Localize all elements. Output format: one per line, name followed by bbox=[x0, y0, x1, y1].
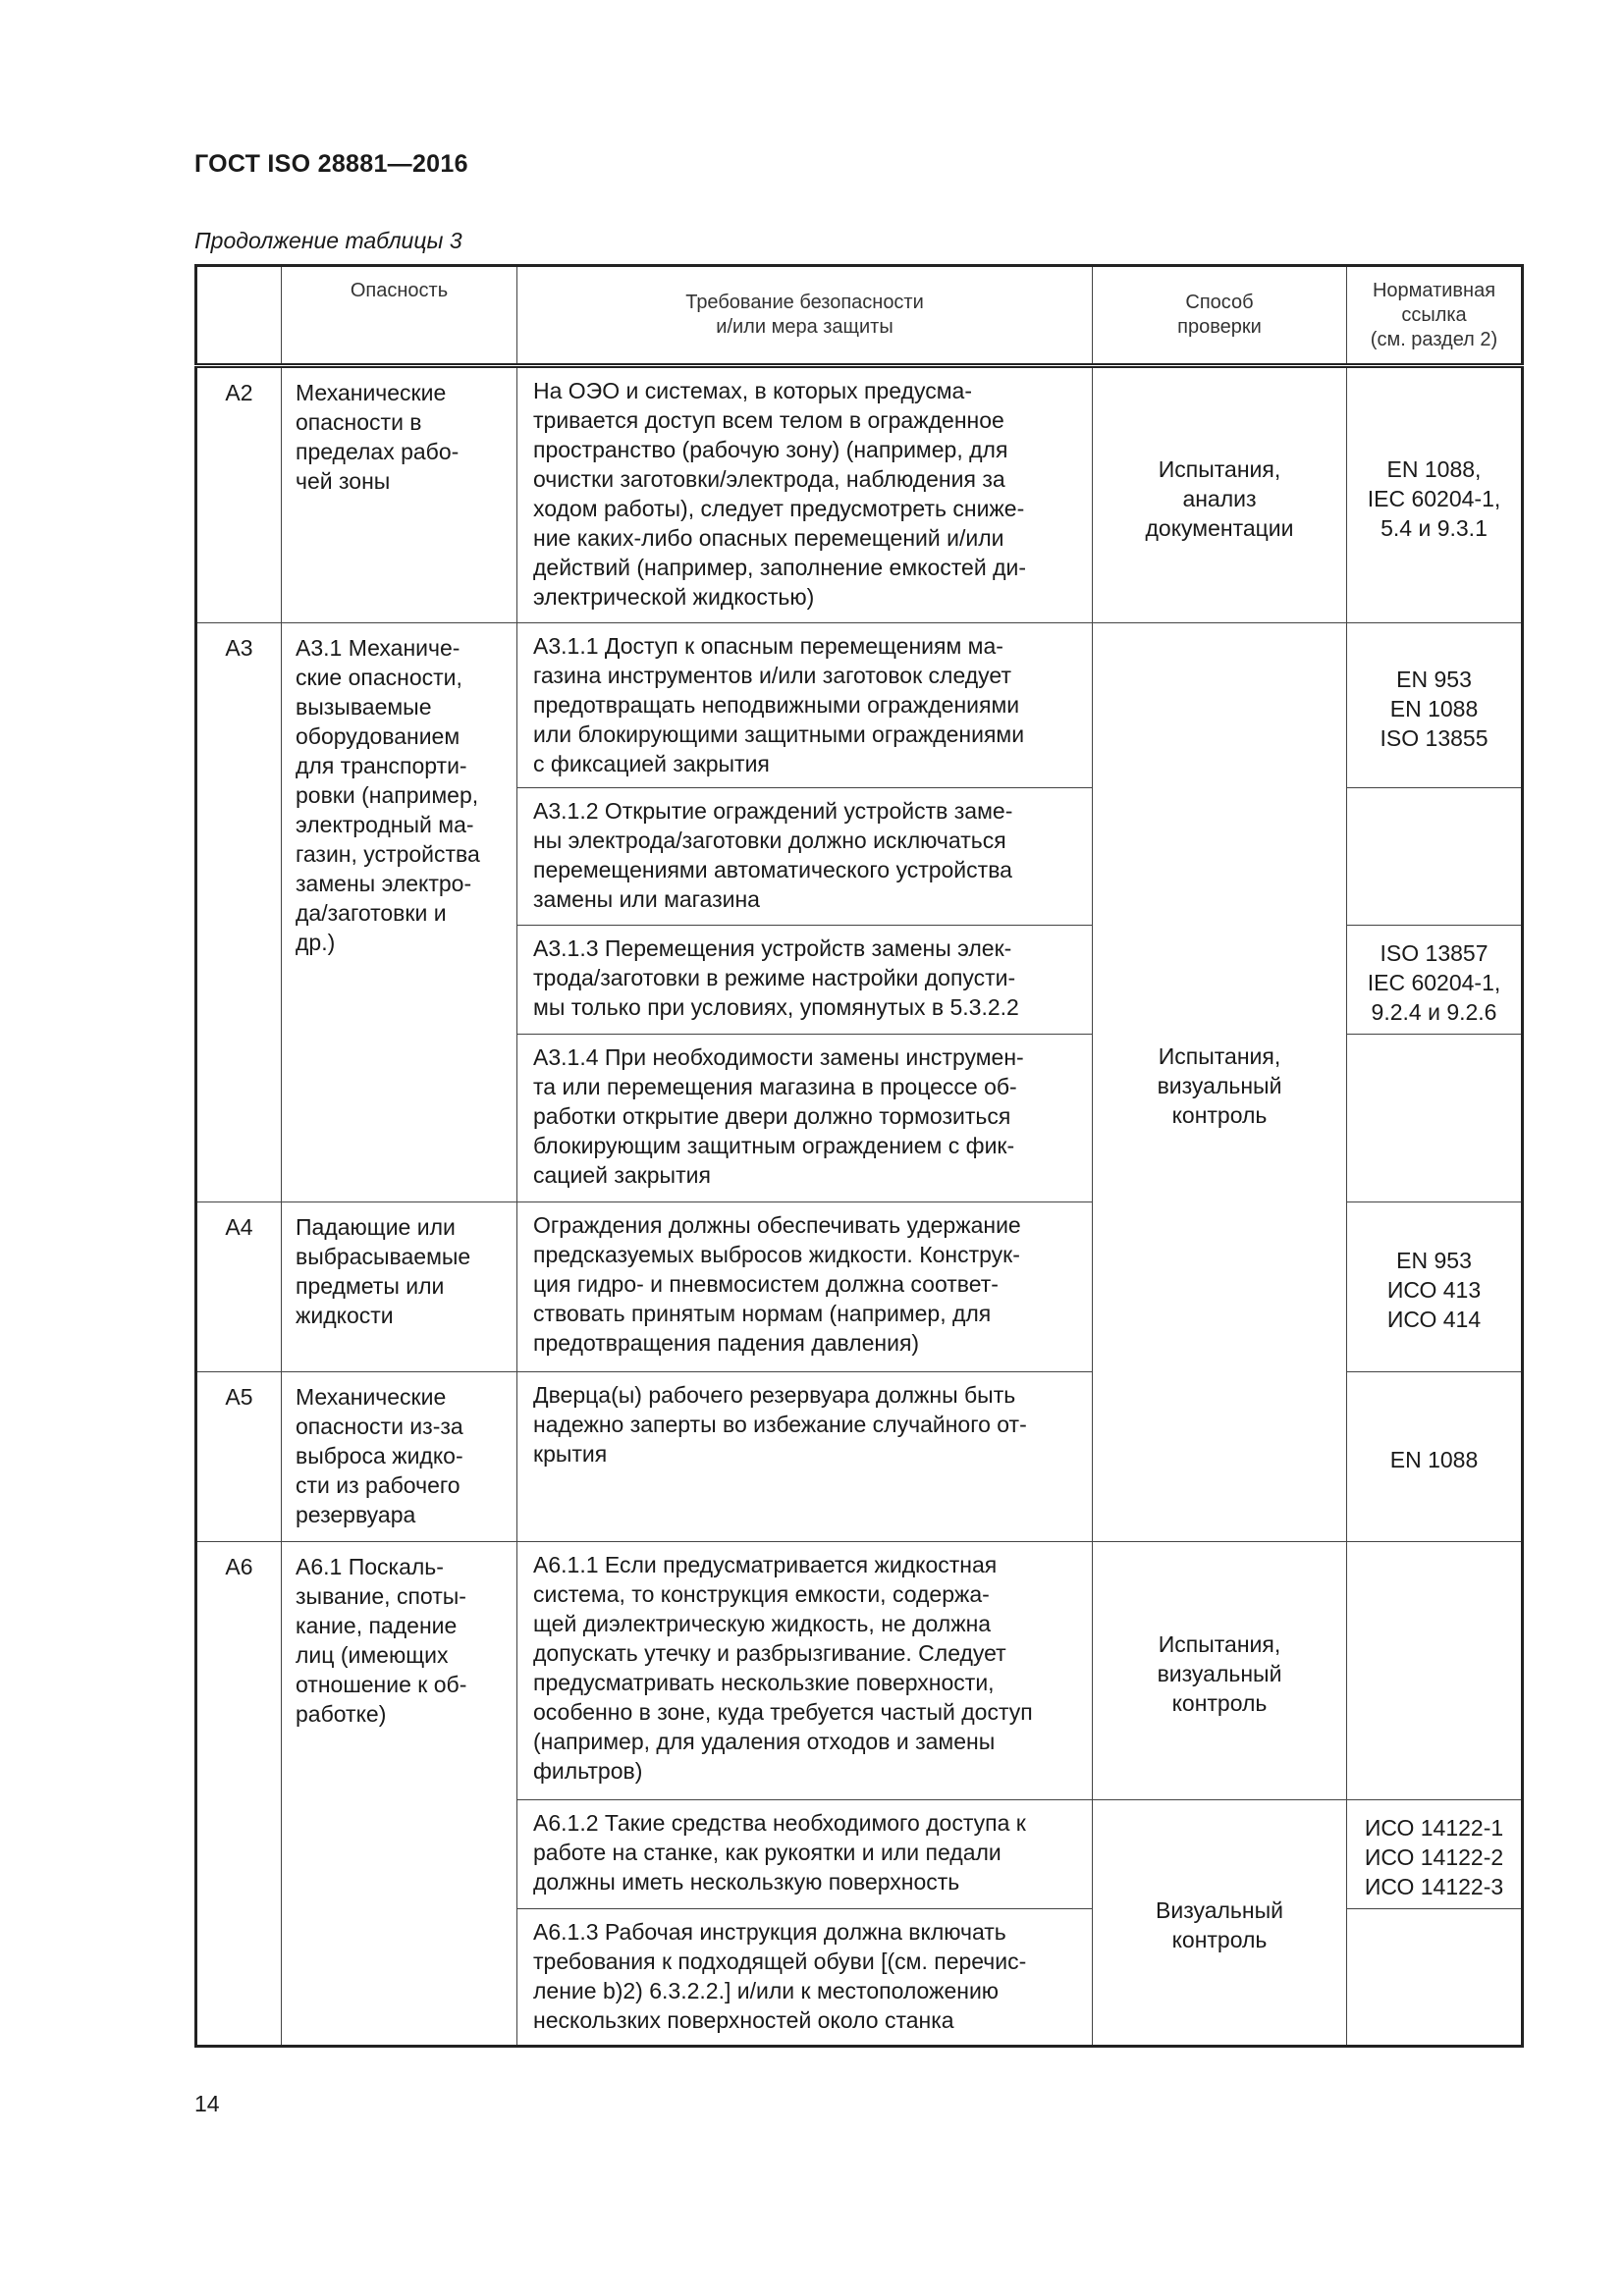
reference-cell bbox=[1347, 1371, 1523, 1541]
cell-text-line: EN 1088 bbox=[1389, 1446, 1479, 1472]
requirement-cell bbox=[517, 1035, 1093, 1202]
header-reference bbox=[1347, 266, 1523, 366]
cell-text-line: ние каких-либо опасных перемещений и/или bbox=[533, 525, 1004, 551]
cell-text-line: оборудованием bbox=[296, 723, 460, 750]
cell-text-line: (например, для удаления отходов и замены bbox=[533, 1729, 996, 1755]
requirement-cell bbox=[517, 623, 1093, 787]
cell-text-line: электрической жидкостью) bbox=[533, 584, 815, 610]
cell-text-line: щей диэлектрическую жидкость, не должна bbox=[533, 1611, 992, 1637]
cell-text-line: кание, падение bbox=[296, 1613, 458, 1639]
cell-text-line: газина инструментов и/или заготовок следует bbox=[533, 663, 1011, 689]
cell-text-line: зывание, споты- bbox=[296, 1583, 466, 1610]
cell-text-line: А6.1.2 Такие средства необходимого доступа к bbox=[533, 1809, 1026, 1836]
cell-text-line: жидкости bbox=[296, 1303, 394, 1329]
cell-text-line: резервуара bbox=[296, 1501, 416, 1527]
cell-text-line: с фиксацией закрытия bbox=[533, 751, 770, 777]
table-row-a2 bbox=[196, 366, 1523, 623]
requirement-cell bbox=[517, 925, 1093, 1034]
cell-text-line: трода/заготовки в режиме настройки допусти- bbox=[533, 964, 1016, 990]
cell-text-line: ISO 13855 bbox=[1380, 724, 1489, 751]
cell-text-line: IEC 60204-1, bbox=[1367, 970, 1501, 996]
safety-requirements-table bbox=[194, 264, 1521, 2048]
cell-text-line: EN 1088 bbox=[1389, 695, 1479, 721]
row-code: А3 bbox=[196, 623, 282, 1202]
table-caption: Продолжение таблицы 3 bbox=[194, 228, 462, 253]
cell-text-line: замены электро- bbox=[296, 871, 472, 897]
reference-cell bbox=[1347, 623, 1523, 787]
hazard-cell bbox=[282, 623, 517, 1202]
cell-text-line: ИСО 14122-3 bbox=[1364, 1873, 1504, 1899]
method-cell bbox=[1093, 1542, 1347, 1799]
cell-text-line: газин, устройства bbox=[296, 841, 480, 868]
reference-cell bbox=[1347, 1202, 1523, 1371]
cell-text-line: контроль bbox=[1171, 1689, 1268, 1716]
requirement-cell bbox=[517, 1202, 1093, 1371]
cell-text-line: блокирующим защитным ограждением с фик- bbox=[533, 1133, 1015, 1159]
cell-text-line: А3.1.3 Перемещения устройств замены элек- bbox=[533, 934, 1012, 961]
cell-text-line: EN 953 bbox=[1396, 666, 1472, 692]
cell-text-line: Испытания, bbox=[1158, 1042, 1281, 1069]
hazard-cell bbox=[282, 1371, 517, 1541]
reference-cell bbox=[1347, 366, 1523, 623]
cell-text-line: А6.1.3 Рабочая инструкция должна включать bbox=[533, 1918, 1006, 1945]
cell-text-line: EN 1088, bbox=[1386, 455, 1482, 482]
requirement-cell bbox=[517, 1542, 1093, 1799]
cell-text-line: Ограждения должны обеспечивать удержание bbox=[533, 1212, 1021, 1239]
cell-text-line: для транспорти- bbox=[296, 753, 467, 779]
cell-text-line: EN 953 bbox=[1396, 1248, 1472, 1274]
row-code: А2 bbox=[196, 366, 282, 623]
cell-text-line: фильтров) bbox=[533, 1758, 643, 1785]
reference-cell-empty bbox=[1347, 1035, 1523, 1202]
cell-text-line: (см. раздел 2) bbox=[1370, 328, 1498, 350]
cell-text-line: работки открытие двери должно тормозиться bbox=[533, 1103, 1011, 1130]
cell-text-line: ИСО 414 bbox=[1386, 1307, 1482, 1333]
cell-text-line: Нормативная bbox=[1372, 279, 1496, 301]
cell-text-line: А3.1 Механиче- bbox=[296, 635, 460, 662]
cell-text-line: выбрасываемые bbox=[296, 1244, 471, 1270]
cell-text-line: предотвращать неподвижными ограждениями bbox=[533, 692, 1020, 719]
hazard-cell bbox=[282, 366, 517, 623]
method-cell bbox=[1093, 366, 1347, 623]
cell-text-line: А3.1.4 При необходимости замены инструмен- bbox=[533, 1044, 1024, 1071]
requirement-cell bbox=[517, 1908, 1093, 2046]
cell-text-line: или блокирующими защитными ограждениями bbox=[533, 721, 1025, 748]
cell-text-line: ровки (например, bbox=[296, 782, 479, 809]
cell-text-line: система, то конструкция емкости, содержа- bbox=[533, 1581, 990, 1608]
cell-text-line: контроль bbox=[1171, 1101, 1268, 1128]
cell-text-line: ИСО 14122-2 bbox=[1364, 1843, 1504, 1870]
cell-text-line: проверки bbox=[1177, 316, 1262, 338]
cell-text-line: Визуальный bbox=[1156, 1897, 1283, 1924]
requirement-cell bbox=[517, 366, 1093, 623]
cell-text-line: Дверца(ы) рабочего резервуара должны быть bbox=[533, 1381, 1016, 1408]
cell-text-line: А3.1.2 Открытие ограждений устройств заме- bbox=[533, 797, 1013, 824]
cell-text-line: сацией закрытия bbox=[533, 1162, 711, 1189]
cell-text-line: электродный ма- bbox=[296, 812, 474, 838]
cell-text-line: А6.1.1 Если предусматривается жидкостная bbox=[533, 1552, 998, 1578]
cell-text-line: пространство (рабочую зону) (например, для bbox=[533, 437, 1008, 462]
cell-text-line: очистки заготовки/электрода, наблюдения за bbox=[533, 466, 1005, 492]
cell-text-line: вызываемые bbox=[296, 694, 432, 721]
cell-text-line: Требование безопасности bbox=[685, 292, 924, 313]
cell-text-line: ИСО 14122-1 bbox=[1364, 1814, 1504, 1841]
cell-text-line: перемещениями автоматического устройства bbox=[533, 856, 1012, 882]
cell-text-line: анализ bbox=[1182, 485, 1257, 511]
page-number: 14 bbox=[194, 2091, 220, 2116]
cell-text-line: пределах рабо- bbox=[296, 439, 460, 464]
cell-text-line: нескользких поверхностей около станка bbox=[533, 2006, 954, 2033]
header-requirement bbox=[517, 266, 1093, 366]
cell-text-line: контроль bbox=[1171, 1927, 1268, 1953]
table-row-a6-1 bbox=[196, 1542, 1523, 1799]
reference-cell bbox=[1347, 925, 1523, 1034]
cell-text-line: должны иметь нескользкую поверхность bbox=[533, 1868, 960, 1895]
cell-text-line: опасности в bbox=[296, 409, 422, 435]
cell-text-line: IEC 60204-1, bbox=[1367, 485, 1501, 511]
row-code: А6 bbox=[196, 1542, 282, 2047]
cell-text-line: ление b)2) 6.3.2.2.] и/или к местоположению bbox=[533, 1977, 1000, 2003]
cell-text-line: Испытания, bbox=[1158, 455, 1281, 482]
cell-text-line: 9.2.4 и 9.2.6 bbox=[1371, 999, 1497, 1026]
cell-text-line: На ОЭО и системах, в которых предусма- bbox=[533, 378, 972, 403]
cell-text-line: особенно в зоне, куда требуется частый доступ bbox=[533, 1699, 1033, 1726]
row-code: А5 bbox=[196, 1371, 282, 1541]
cell-text-line: предметы или bbox=[296, 1273, 445, 1300]
cell-text-line: опасности из-за bbox=[296, 1413, 463, 1439]
cell-text-line: Способ bbox=[1185, 292, 1254, 313]
cell-text-line: предотвращения падения давления) bbox=[533, 1330, 920, 1357]
cell-text-line: тривается доступ всем телом в огражденное bbox=[533, 407, 1004, 433]
cell-text-line: надежно заперты во избежание случайного от- bbox=[533, 1411, 1027, 1437]
cell-text-line: предусматривать нескользкие поверхности, bbox=[533, 1670, 995, 1696]
cell-text-line: ны электрода/заготовки должно исключаться bbox=[533, 827, 1006, 853]
cell-text-line: ISO 13857 bbox=[1380, 940, 1489, 967]
header-code-cell bbox=[196, 266, 282, 366]
cell-text-line: и/или мера защиты bbox=[716, 316, 893, 338]
cell-text-line: работе на станке, как рукоятки и или педали bbox=[533, 1839, 1001, 1865]
reference-cell-empty bbox=[1347, 787, 1523, 925]
cell-text-line: замены или магазина bbox=[533, 885, 760, 912]
document-title: ГОСТ ISO 28881—2016 bbox=[194, 150, 468, 178]
header-hazard: Опасность bbox=[282, 266, 517, 366]
table-row-a3-1 bbox=[196, 623, 1523, 787]
cell-text-line: Падающие или bbox=[296, 1214, 456, 1241]
cell-text-line: Испытания, bbox=[1158, 1630, 1281, 1657]
cell-text-line: Механические bbox=[296, 1383, 447, 1410]
cell-text-line: работке) bbox=[296, 1701, 387, 1728]
cell-text-line: чей зоны bbox=[296, 468, 391, 494]
method-cell bbox=[1093, 623, 1347, 1542]
cell-text-line: ция гидро- и пневмосистем должна соответ- bbox=[533, 1271, 999, 1298]
method-cell bbox=[1093, 1799, 1347, 2047]
cell-text-line: да/заготовки и bbox=[296, 900, 447, 927]
row-code: А4 bbox=[196, 1202, 282, 1371]
header-method bbox=[1093, 266, 1347, 366]
hazard-cell bbox=[282, 1202, 517, 1371]
cell-text-line: 5.4 и 9.3.1 bbox=[1380, 514, 1488, 541]
cell-text-line: требования к подходящей обуви [(см. перечис- bbox=[533, 1948, 1027, 1974]
cell-text-line: предсказуемых выбросов жидкости. Конструк- bbox=[533, 1242, 1020, 1268]
hazard-cell bbox=[282, 1542, 517, 2047]
table-header-row bbox=[196, 266, 1523, 366]
reference-cell-empty bbox=[1347, 1908, 1523, 2046]
requirement-cell bbox=[517, 787, 1093, 925]
cell-text-line: визуальный bbox=[1157, 1072, 1282, 1098]
reference-cell bbox=[1347, 1799, 1523, 1908]
cell-text-line: А3.1.1 Доступ к опасным перемещениям ма- bbox=[533, 633, 1003, 660]
cell-text-line: А6.1 Поскаль- bbox=[296, 1554, 444, 1580]
cell-text-line: документации bbox=[1145, 514, 1294, 541]
reference-cell-empty bbox=[1347, 1542, 1523, 1799]
requirement-cell bbox=[517, 1799, 1093, 1908]
cell-text-line: лиц (имеющих bbox=[296, 1642, 449, 1669]
cell-text-line: мы только при условиях, упомянутых в 5.3.2.2 bbox=[533, 993, 1019, 1020]
cell-text-line: др.) bbox=[296, 930, 336, 956]
cell-text-line: ствовать принятым нормам (например, для bbox=[533, 1301, 992, 1327]
cell-text-line: сти из рабочего bbox=[296, 1471, 460, 1498]
cell-text-line: ИСО 413 bbox=[1386, 1277, 1482, 1304]
cell-text-line: крытия bbox=[533, 1440, 608, 1467]
cell-text-line: действий (например, заполнение емкостей ди- bbox=[533, 555, 1026, 580]
cell-text-line: допускать утечку и разбрызгивание. Следует bbox=[533, 1640, 1006, 1667]
cell-text-line: ссылка bbox=[1401, 303, 1467, 326]
cell-text-line: ходом работы), следует предусмотреть сниже- bbox=[533, 496, 1025, 521]
cell-text-line: визуальный bbox=[1157, 1660, 1282, 1686]
cell-text-line: та или перемещения магазина в процессе об- bbox=[533, 1074, 1017, 1100]
cell-text-line: Механические bbox=[296, 380, 447, 405]
requirement-cell bbox=[517, 1371, 1093, 1541]
cell-text-line: ские опасности, bbox=[296, 665, 462, 691]
cell-text-line: выброса жидко- bbox=[296, 1442, 463, 1468]
cell-text-line: отношение к об- bbox=[296, 1672, 467, 1698]
